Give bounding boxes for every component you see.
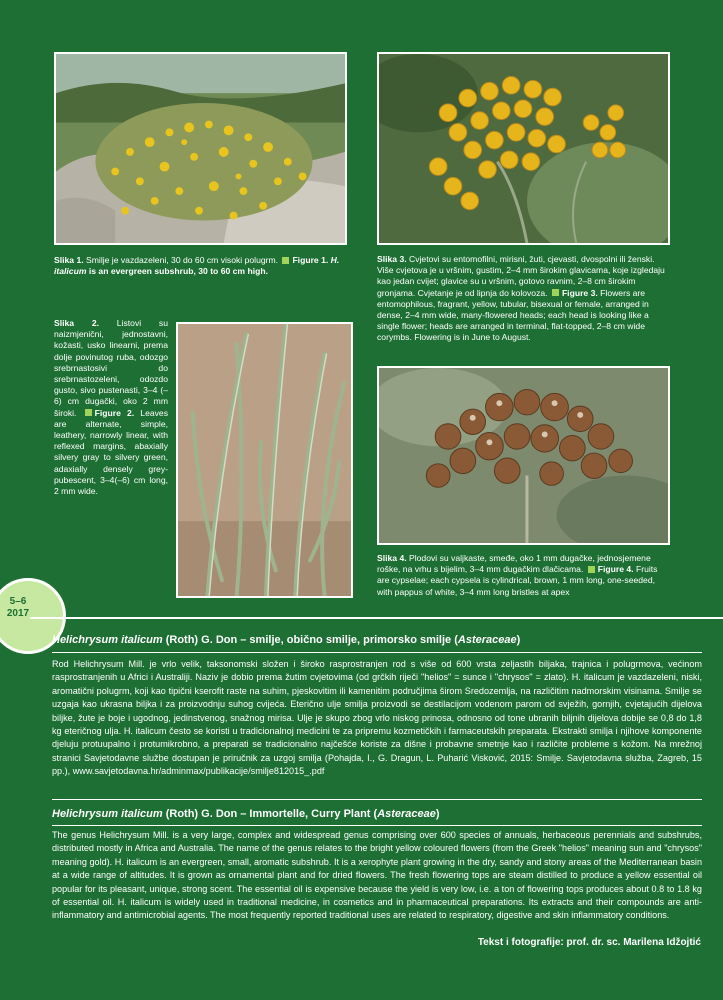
caption-1-en-text: is an evergreen subshrub, 30 to 60 cm high. bbox=[88, 266, 268, 277]
section-en-body: The genus Helichrysum Mill. is a very large, complex and widespread genus comprising over 600 species of annuals, herbaceous perennials and subshrubs, distributed mostly in Africa and Australia. The name of the genus relates to the bright yellow coloured flowers (from the Greek "helios" meaning sun and "chrysos" meaning gold). H. italicum is an evergreen, small, aromatic subshrub. It is a xerophyte plant growing in the dry, sandy and stony areas of the Mediterranean basin at a wide range of altitudes. It is grown as ornamental plant and for dried flowers. The fresh flowering tops are steam distilled to produce a yellow essential oil popular for its pleasant, unique, strong scent. The essential oil is expensive because the yield is very low, i.e. a ton of flowering tops produces about 0.8 to 1.8 kg of essential oil. H. italicum is widely used in traditional medicine, in cosmetics and in pharmaceutical preparations. Its extracts and their compounds are anti-inflammatory and antimicrobial agents. The most frequently reported traditional uses are related to respiratory, digestive and skin inflammatory conditions. bbox=[52, 830, 702, 921]
green-square-marker bbox=[85, 409, 92, 416]
caption-3-hr-label: Slika 3. bbox=[377, 254, 407, 264]
caption-2-hr-label: Slika 2. bbox=[54, 318, 100, 328]
photo-flower-heads bbox=[377, 52, 670, 245]
caption-1-en-italic: H. italicum bbox=[54, 255, 340, 277]
caption-1-hr-label: Slika 1. bbox=[54, 255, 84, 265]
caption-figure-2 bbox=[54, 318, 168, 497]
issue-badge-text: 5–6 2017 bbox=[6, 596, 30, 619]
caption-4-hr-text: Plodovi su valjkaste, smeđe, oko 1 mm dugačke, jednosjemene roške, na vrhu s bijelim, 3–4 mm dugačkim dlačicama. bbox=[377, 553, 651, 575]
section-hr-title-rest: (Roth) G. Don – smilje, obično smilje, primorsko smilje ( bbox=[165, 634, 458, 646]
caption-3-hr-text: Cvjetovi su entomofilni, mirisni, žuti, cjevasti, dvospolni ili ženski. Više cvjetova je u vršnim, gustim, 2–4 mm širokim glavicama, koje izgledaju kao jedan cvijet; glavice su u vršnim, gotovo ravnim, 2–8 cm širokim gronjama. Cvjetanje je od lipnja do kolovoza. bbox=[377, 254, 665, 298]
caption-figure-4 bbox=[377, 553, 672, 598]
section-hr-divider bbox=[52, 652, 702, 653]
caption-2-en-label: Figure 2. bbox=[94, 407, 135, 418]
divider bbox=[30, 617, 723, 619]
photo-leaves bbox=[176, 322, 353, 598]
caption-3-en-text: Flowers are entomophilous, fragrant, yellow, tubular, bisexual or female, arranged in dense, 2–4 mm wide, many-flowered heads; each head is looking like a single flower; heads are arranged in terminal, flat-topped, 2–8 cm wide corymbs. Flowering is in June to August. bbox=[377, 287, 649, 343]
section-en-title bbox=[52, 808, 440, 820]
green-square-marker bbox=[588, 566, 595, 573]
author-credit: Tekst i fotografije: prof. dr. sc. Marilena Idžojtić bbox=[477, 937, 701, 948]
caption-1-en-label: Figure 1. bbox=[292, 255, 329, 265]
green-square-marker bbox=[282, 257, 289, 264]
caption-4-en-label: Figure 4. bbox=[597, 564, 634, 575]
caption-figure-1 bbox=[54, 255, 349, 277]
green-square-marker bbox=[552, 289, 559, 296]
section-en-title-close: ) bbox=[435, 808, 440, 820]
caption-4-hr-label: Slika 4. bbox=[377, 553, 407, 563]
section-hr-title bbox=[52, 634, 520, 646]
caption-2-hr-text: Listovi su naizmjenični, jednostavni, kožasti, usko linearni, prema dolje povinutog ruba, odozgo srebrnastosivi do srebrnastozeleni, odozdo gusto, sivo pustenasti, 3–4 (–6) cm dugački, oko 2 mm široki. bbox=[54, 318, 169, 418]
caption-3-en-label: Figure 3. bbox=[561, 287, 598, 298]
section-divider bbox=[52, 799, 702, 800]
caption-1-hr-text: Smilje je vazdazeleni, 30 do 60 cm visoki polugrm. bbox=[86, 255, 279, 265]
section-en-divider bbox=[52, 825, 702, 826]
section-en-title-family: Asteraceae bbox=[377, 808, 436, 820]
photo-seed-heads bbox=[377, 366, 670, 545]
section-en-title-latin: Helichrysum italicum bbox=[52, 808, 163, 820]
caption-figure-3 bbox=[377, 254, 672, 344]
section-hr-title-latin: Helichrysum italicum bbox=[52, 634, 163, 646]
section-hr-title-family: Asteraceae bbox=[457, 634, 517, 646]
caption-2-en-text: Leaves are alternate, simple, leathery, narrowly linear, with reflexed margins, abaxially silvery gray to silvery green, adaxially densely grey-pubescent, 3–4(–6) cm long, 2 mm wide. bbox=[54, 407, 169, 497]
photo-shrub-on-rocks bbox=[54, 52, 347, 245]
section-hr-body: Rod Helichrysum Mill. je vrlo velik, taksonomski složen i široko rasprostranjen rod s više od 600 vrsta zeljastih biljaka, trajnica i polugrmova, većinom rasprostranjenih u Africi i Australiji. Naziv je dobio prema žutim cvjetovima (od grčkih riječi "helios" = sunce i "chrysos" = zlato). H. italicum je vazdazeleni, niski, aromatični polugrm, koji kao tipični kserofit raste na suhim, pjeskovitim ili kamenitim područjima širom Sredozemlja, na različitim nadmorskim visinama. Smilje se uzgaja kao ukrasna biljka i za proizvodnju suhog cvijeća. Eterično ulje smilja proizvodi se destilacijom vodenom parom od svježih, gornjih, cvjetajućih dijelova biljke, žute je boje i ugodnog, jedinstvenog, snažnog mirisa. Ulje je skupo zbog vrlo niskog prinosa, odnosno od tone ubranih biljnih dijelova dobije se 0,8 do 1,8 kg eteričnog ulja. H. italicum često se koristi u tradicionalnoj medicini te za pripremu kozmetičkih i farmaceutskih preparata. Ekstrakti smilja i njihove komponente djeluju protuupalno i protumikrobno, a preparati se tradicionalno najčešće koriste za dišne i probavne smetnje kao i različite probleme s kožom. Na mrežnoj stranici Savjetodavne službe dostupan je priručnik za uzgoj smilja (Pohajda, I., G. Dragun, L. Puharić Visković, 2015: Smilje. Savjetodavna služba, Zagreb, 15 pp.), www.savjetodavna.hr/adminmax/publikacije/smilje812015_.pdf bbox=[52, 659, 702, 777]
section-hr-title-close: ) bbox=[516, 634, 521, 646]
section-en-title-rest: (Roth) G. Don – Immortelle, Curry Plant ( bbox=[165, 808, 378, 820]
caption-4-en-text: Fruits are cypselae; each cypsela is cylindrical, brown, 1 mm long, one-seeded, with pappus of white, 3–4 mm long bristles at apex bbox=[377, 564, 658, 597]
